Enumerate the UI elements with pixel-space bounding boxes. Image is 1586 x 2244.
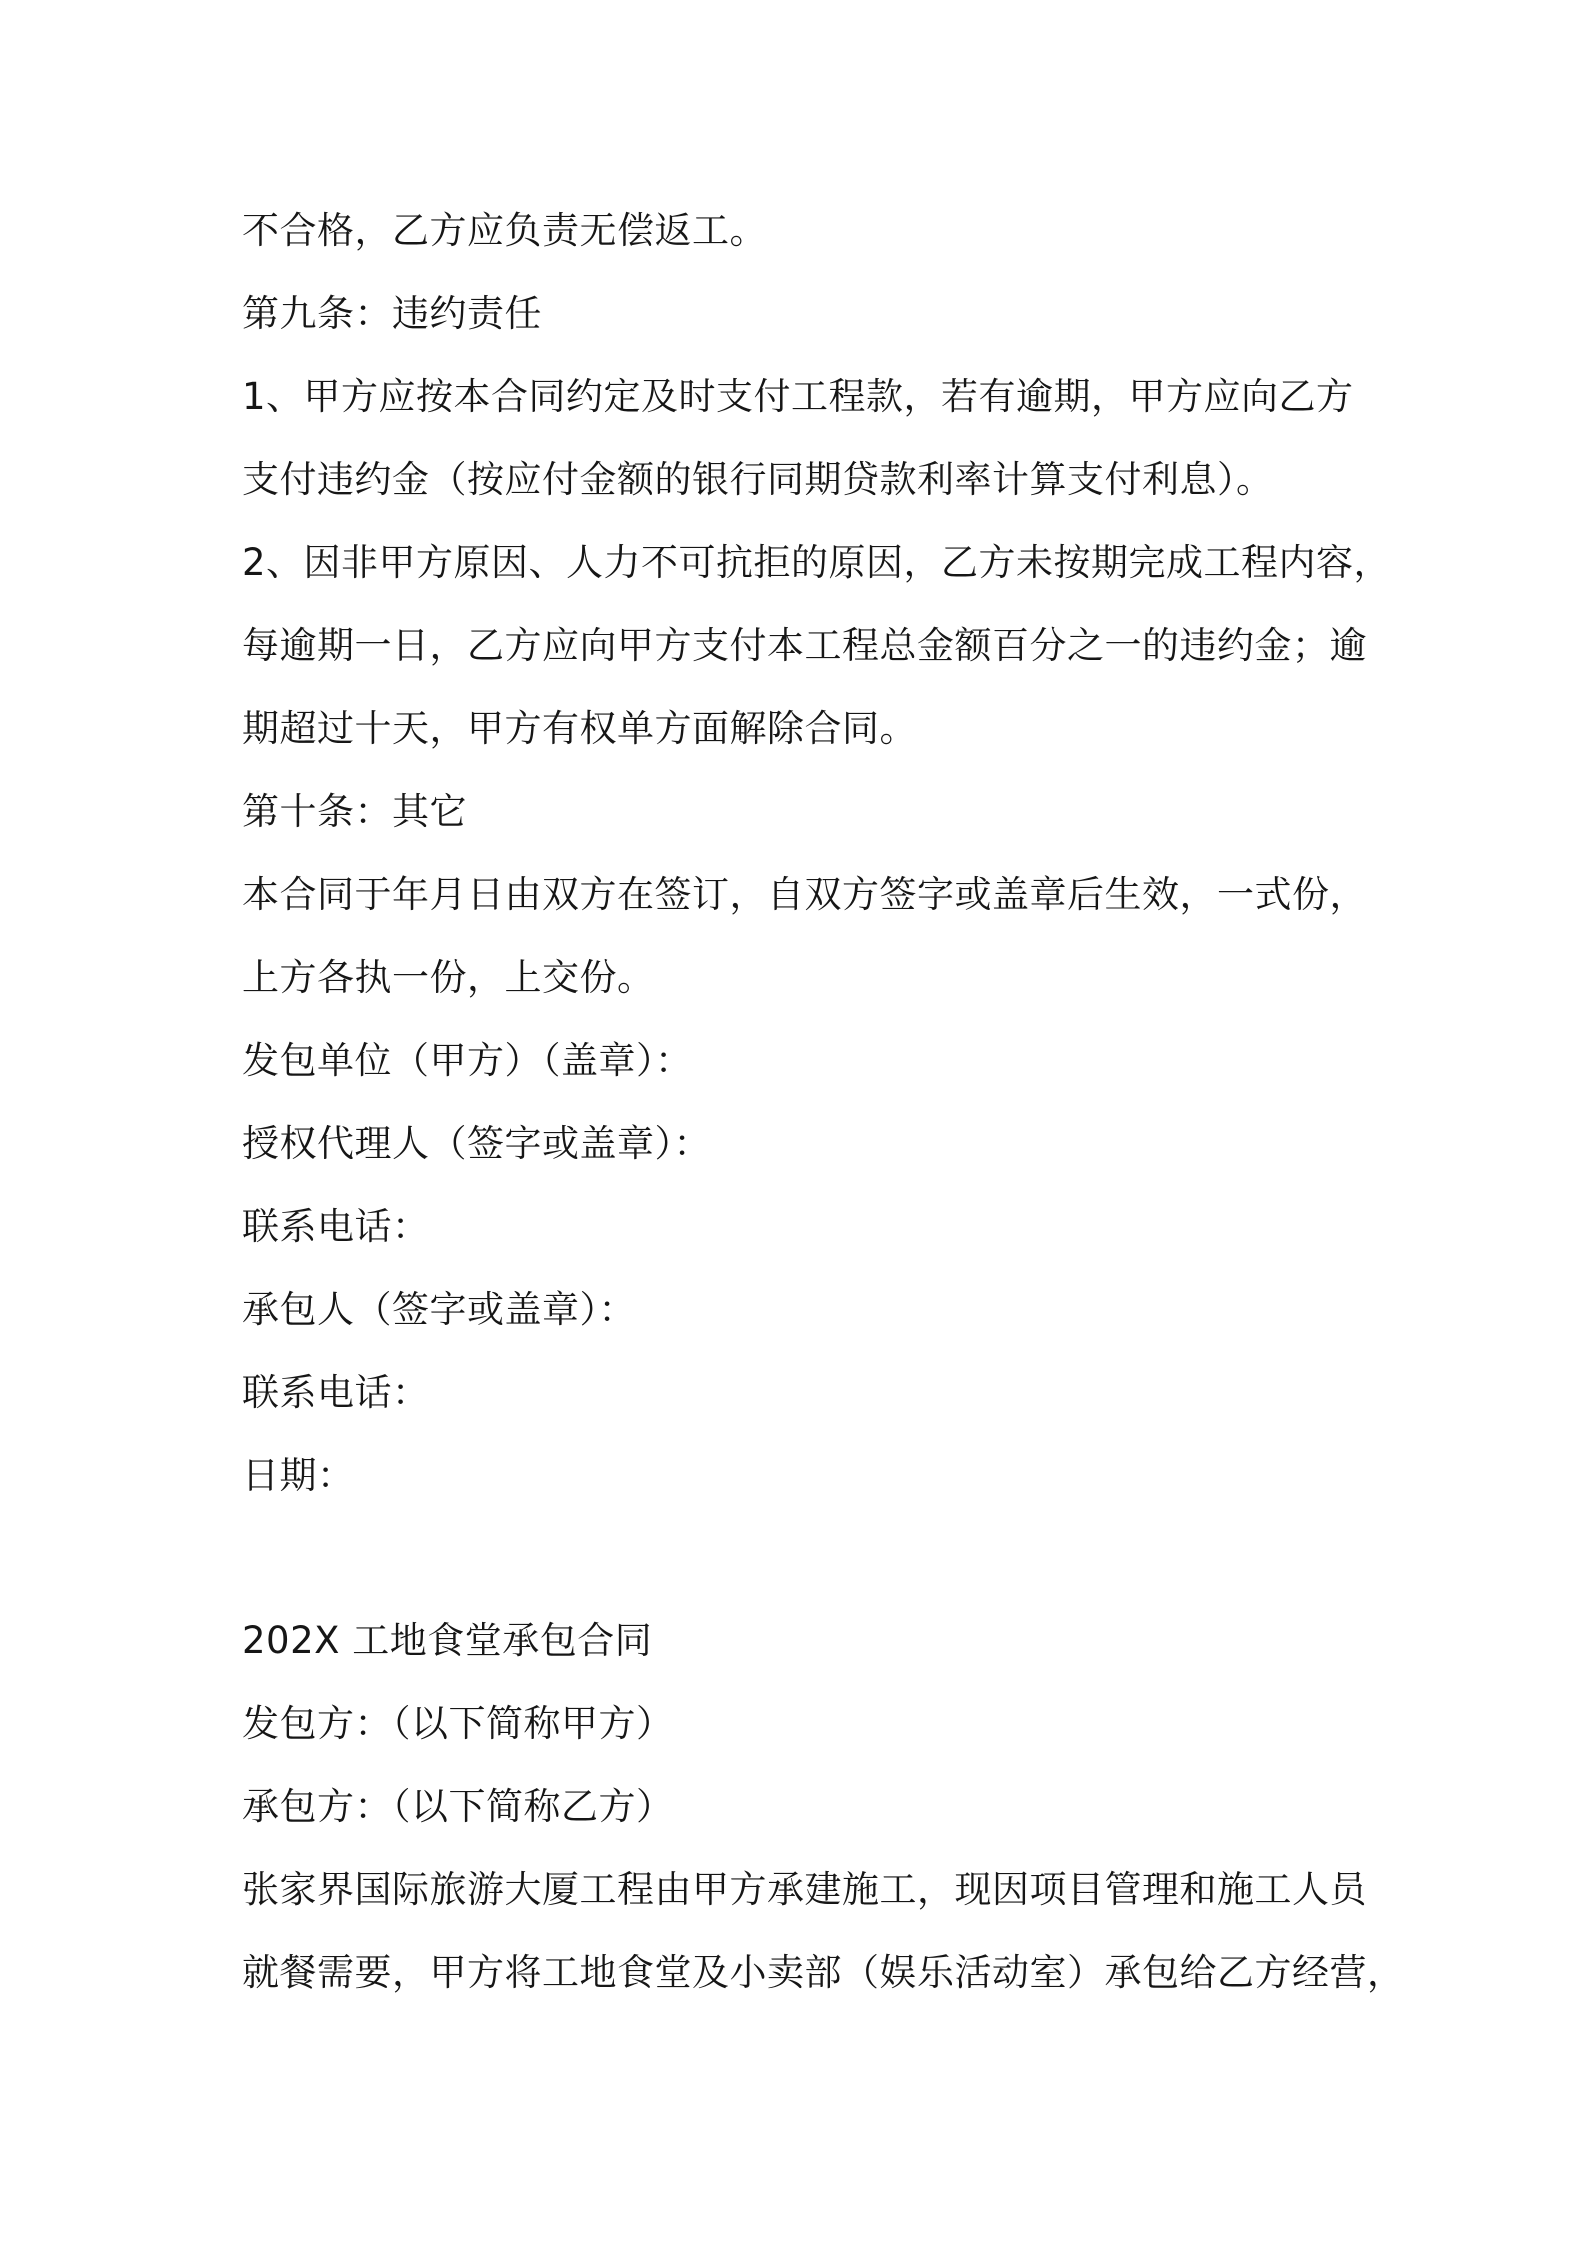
clause-text-line: 上方各执一份，上交份。	[242, 956, 655, 999]
body-text-line: 就餐需要，甲方将工地食堂及小卖部（娱乐活动室）承包给乙方经营，	[242, 1951, 1405, 1994]
article-10-heading: 第十条：其它	[242, 790, 467, 833]
contract-title: 202X 工地食堂承包合同	[242, 1619, 653, 1662]
party-line: 承包方：（以下简称乙方）	[242, 1785, 674, 1828]
clause-text-line: 不合格，乙方应负责无偿返工。	[242, 209, 767, 252]
clause-text-line: 期超过十天，甲方有权单方面解除合同。	[242, 707, 917, 750]
clause-text-line: 支付违约金（按应付金额的银行同期贷款利率计算支付利息）。	[242, 458, 1274, 501]
signature-field-label: 发包单位（甲方）（盖章）：	[242, 1039, 693, 1082]
signature-field-label: 联系电话：	[242, 1371, 430, 1414]
body-text-line: 张家界国际旅游大厦工程由甲方承建施工，现因项目管理和施工人员	[242, 1868, 1367, 1911]
clause-text-line: 本合同于年月日由双方在签订，自双方签字或盖章后生效，一式份，	[242, 873, 1367, 916]
clause-text-line: 1、甲方应按本合同约定及时支付工程款，若有逾期，甲方应向乙方	[242, 375, 1354, 418]
clause-text-line: 每逾期一日，乙方应向甲方支付本工程总金额百分之一的违约金；逾	[242, 624, 1367, 667]
signature-field-label: 日期：	[242, 1454, 355, 1497]
signature-field-label: 授权代理人（签字或盖章）：	[242, 1122, 711, 1165]
signature-field-label: 联系电话：	[242, 1205, 430, 1248]
signature-field-label: 承包人（签字或盖章）：	[242, 1288, 636, 1331]
party-line: 发包方：（以下简称甲方）	[242, 1702, 674, 1745]
clause-text-line: 2、因非甲方原因、人力不可抗拒的原因，乙方未按期完成工程内容，	[242, 541, 1392, 584]
article-9-heading: 第九条：违约责任	[242, 292, 542, 335]
